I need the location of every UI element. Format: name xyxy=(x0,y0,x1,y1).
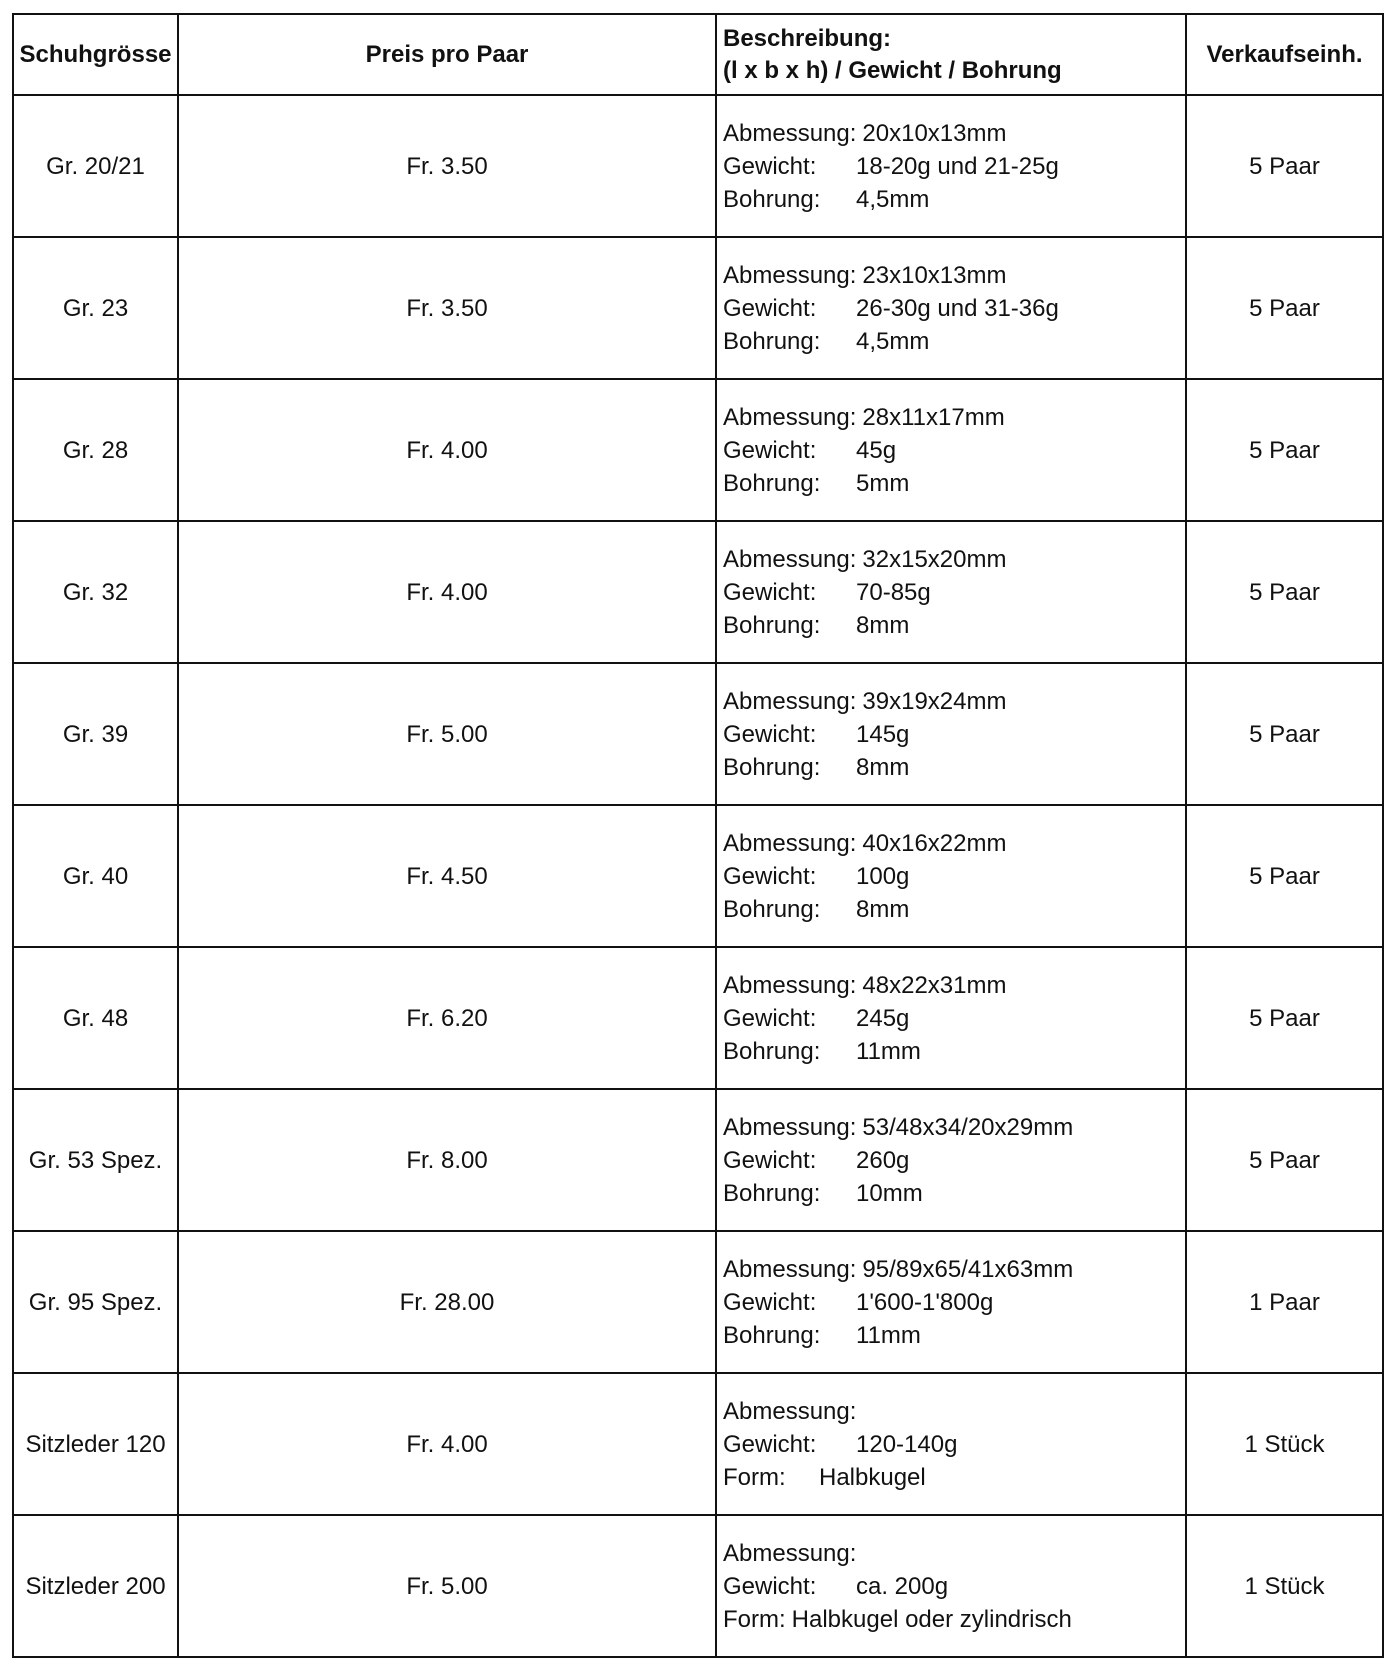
table-row xyxy=(13,1373,1383,1515)
weight-label: Gewicht: xyxy=(723,1146,817,1174)
cell-shoe-size: Sitzleder 120 xyxy=(13,1373,178,1515)
weight-label: Gewicht: xyxy=(723,578,817,606)
cell-sales-unit: 5 Paar xyxy=(1186,947,1383,1089)
cell-description xyxy=(716,1089,1186,1231)
cell-sales-unit: 5 Paar xyxy=(1186,1089,1383,1231)
third-value: 8mm xyxy=(856,611,910,639)
cell-sales-unit: 5 Paar xyxy=(1186,95,1383,237)
cell-price: Fr. 4.50 xyxy=(178,805,716,947)
cell-description xyxy=(716,521,1186,663)
weight-value: 100g xyxy=(856,862,910,890)
third-label: Bohrung: xyxy=(723,1037,821,1065)
cell-description xyxy=(716,95,1186,237)
cell-description xyxy=(716,947,1186,1089)
header-size: Schuhgrösse xyxy=(13,14,178,95)
header-price: Preis pro Paar xyxy=(178,14,716,95)
cell-price: Fr. 5.00 xyxy=(178,1515,716,1657)
description-weight-line xyxy=(723,718,1185,751)
cell-price: Fr. 6.20 xyxy=(178,947,716,1089)
cell-price: Fr. 8.00 xyxy=(178,1089,716,1231)
weight-label: Gewicht: xyxy=(723,720,817,748)
dimension-label: Abmessung: xyxy=(723,971,857,999)
third-label: Bohrung: xyxy=(723,469,821,497)
table-body xyxy=(13,95,1383,1657)
cell-description xyxy=(716,237,1186,379)
weight-value: 18-20g und 21-25g xyxy=(856,152,1059,180)
description-weight-line xyxy=(723,1570,1185,1603)
description-third-line xyxy=(723,1603,1185,1636)
weight-value: 1'600-1'800g xyxy=(856,1288,994,1316)
third-label: Form: xyxy=(723,1463,786,1491)
description-dimension-line xyxy=(723,969,1185,1002)
cell-shoe-size: Gr. 39 xyxy=(13,663,178,805)
weight-label: Gewicht: xyxy=(723,436,817,464)
description-dimension-line xyxy=(723,401,1185,434)
third-value: 11mm xyxy=(856,1321,921,1349)
third-label: Bohrung: xyxy=(723,1321,821,1349)
description-dimension-line xyxy=(723,1111,1185,1144)
dimension-label: Abmessung: xyxy=(723,1113,857,1141)
cell-price: Fr. 4.00 xyxy=(178,521,716,663)
third-label: Bohrung: xyxy=(723,327,821,355)
dimension-value: 48x22x31mm xyxy=(862,971,1007,999)
cell-shoe-size: Gr. 20/21 xyxy=(13,95,178,237)
cell-shoe-size: Gr. 32 xyxy=(13,521,178,663)
weight-label: Gewicht: xyxy=(723,862,817,890)
table-row xyxy=(13,237,1383,379)
third-label: Bohrung: xyxy=(723,895,821,923)
weight-label: Gewicht: xyxy=(723,1572,817,1600)
price-table xyxy=(12,13,1384,1658)
third-value: Halbkugel oder zylindrisch xyxy=(791,1605,1072,1633)
description-weight-line xyxy=(723,292,1185,325)
third-value: 8mm xyxy=(856,895,910,923)
cell-description xyxy=(716,805,1186,947)
description-third-line xyxy=(723,1461,1185,1494)
dimension-value: 40x16x22mm xyxy=(862,829,1007,857)
table-row xyxy=(13,1231,1383,1373)
cell-shoe-size: Gr. 40 xyxy=(13,805,178,947)
dimension-value: 53/48x34/20x29mm xyxy=(862,1113,1074,1141)
cell-sales-unit: 5 Paar xyxy=(1186,805,1383,947)
description-dimension-line xyxy=(723,827,1185,860)
dimension-label: Abmessung: xyxy=(723,261,857,289)
weight-label: Gewicht: xyxy=(723,1288,817,1316)
description-third-line xyxy=(723,609,1185,642)
third-label: Bohrung: xyxy=(723,611,821,639)
description-third-line xyxy=(723,183,1185,216)
cell-description xyxy=(716,663,1186,805)
table-header xyxy=(13,14,1383,95)
cell-price: Fr. 4.00 xyxy=(178,1373,716,1515)
cell-sales-unit: 5 Paar xyxy=(1186,521,1383,663)
dimension-value: 28x11x17mm xyxy=(862,403,1005,431)
cell-sales-unit: 1 Paar xyxy=(1186,1231,1383,1373)
cell-sales-unit: 5 Paar xyxy=(1186,237,1383,379)
header-description-line1: Beschreibung: xyxy=(723,24,892,52)
weight-value: 260g xyxy=(856,1146,910,1174)
cell-description xyxy=(716,1373,1186,1515)
description-dimension-line xyxy=(723,1253,1185,1286)
third-value: 10mm xyxy=(856,1179,923,1207)
description-weight-line xyxy=(723,150,1185,183)
description-third-line xyxy=(723,1319,1185,1352)
dimension-label: Abmessung: xyxy=(723,1255,857,1283)
weight-label: Gewicht: xyxy=(723,1004,817,1032)
header-description-line2: (l x b x h) / Gewicht / Bohrung xyxy=(723,56,1062,84)
weight-value: ca. 200g xyxy=(856,1572,949,1600)
third-label: Form: xyxy=(723,1605,786,1633)
table-row xyxy=(13,947,1383,1089)
description-weight-line xyxy=(723,1002,1185,1035)
dimension-label: Abmessung: xyxy=(723,119,857,147)
header-unit: Verkaufseinh. xyxy=(1186,14,1383,95)
third-value: 4,5mm xyxy=(856,327,930,355)
cell-sales-unit: 1 Stück xyxy=(1186,1373,1383,1515)
description-dimension-line xyxy=(723,1537,1185,1570)
cell-price: Fr. 4.00 xyxy=(178,379,716,521)
weight-value: 145g xyxy=(856,720,910,748)
third-value: 11mm xyxy=(856,1037,921,1065)
third-label: Bohrung: xyxy=(723,753,821,781)
dimension-label: Abmessung: xyxy=(723,687,857,715)
weight-value: 45g xyxy=(856,436,897,464)
description-weight-line xyxy=(723,860,1185,893)
description-third-line xyxy=(723,751,1185,784)
cell-price: Fr. 28.00 xyxy=(178,1231,716,1373)
weight-label: Gewicht: xyxy=(723,294,817,322)
cell-shoe-size: Gr. 95 Spez. xyxy=(13,1231,178,1373)
cell-shoe-size: Sitzleder 200 xyxy=(13,1515,178,1657)
cell-description xyxy=(716,1231,1186,1373)
weight-label: Gewicht: xyxy=(723,1430,817,1458)
description-weight-line xyxy=(723,1428,1185,1461)
cell-shoe-size: Gr. 23 xyxy=(13,237,178,379)
cell-shoe-size: Gr. 28 xyxy=(13,379,178,521)
weight-value: 245g xyxy=(856,1004,910,1032)
third-label: Bohrung: xyxy=(723,1179,821,1207)
weight-label: Gewicht: xyxy=(723,152,817,180)
description-third-line xyxy=(723,467,1185,500)
cell-shoe-size: Gr. 48 xyxy=(13,947,178,1089)
description-weight-line xyxy=(723,434,1185,467)
price-table-container xyxy=(12,13,1382,1658)
dimension-label: Abmessung: xyxy=(723,1539,857,1567)
dimension-label: Abmessung: xyxy=(723,1397,857,1425)
third-label: Bohrung: xyxy=(723,185,821,213)
description-third-line xyxy=(723,893,1185,926)
weight-value: 26-30g und 31-36g xyxy=(856,294,1059,322)
weight-value: 120-140g xyxy=(856,1430,958,1458)
description-weight-line xyxy=(723,576,1185,609)
table-row xyxy=(13,95,1383,237)
header-row xyxy=(13,14,1383,95)
dimension-label: Abmessung: xyxy=(723,403,857,431)
dimension-value: 32x15x20mm xyxy=(862,545,1007,573)
cell-sales-unit: 1 Stück xyxy=(1186,1515,1383,1657)
third-value: 4,5mm xyxy=(856,185,930,213)
table-row xyxy=(13,1089,1383,1231)
cell-sales-unit: 5 Paar xyxy=(1186,663,1383,805)
table-row xyxy=(13,521,1383,663)
description-dimension-line xyxy=(723,117,1185,150)
cell-price: Fr. 5.00 xyxy=(178,663,716,805)
description-dimension-line xyxy=(723,1395,1185,1428)
third-value: 8mm xyxy=(856,753,910,781)
description-third-line xyxy=(723,325,1185,358)
description-dimension-line xyxy=(723,685,1185,718)
description-weight-line xyxy=(723,1286,1185,1319)
dimension-label: Abmessung: xyxy=(723,545,857,573)
cell-description xyxy=(716,379,1186,521)
table-row xyxy=(13,1515,1383,1657)
third-value: 5mm xyxy=(856,469,910,497)
dimension-value: 95/89x65/41x63mm xyxy=(862,1255,1074,1283)
cell-price: Fr. 3.50 xyxy=(178,95,716,237)
description-third-line xyxy=(723,1035,1185,1068)
dimension-label: Abmessung: xyxy=(723,829,857,857)
table-row xyxy=(13,805,1383,947)
cell-description xyxy=(716,1515,1186,1657)
description-dimension-line xyxy=(723,259,1185,292)
third-value: Halbkugel xyxy=(819,1463,926,1491)
dimension-value: 20x10x13mm xyxy=(862,119,1007,147)
header-description xyxy=(716,14,1186,95)
cell-shoe-size: Gr. 53 Spez. xyxy=(13,1089,178,1231)
table-row xyxy=(13,379,1383,521)
dimension-value: 23x10x13mm xyxy=(862,261,1007,289)
description-dimension-line xyxy=(723,543,1185,576)
description-third-line xyxy=(723,1177,1185,1210)
dimension-value: 39x19x24mm xyxy=(862,687,1007,715)
table-row xyxy=(13,663,1383,805)
cell-sales-unit: 5 Paar xyxy=(1186,379,1383,521)
cell-price: Fr. 3.50 xyxy=(178,237,716,379)
description-weight-line xyxy=(723,1144,1185,1177)
weight-value: 70-85g xyxy=(856,578,931,606)
